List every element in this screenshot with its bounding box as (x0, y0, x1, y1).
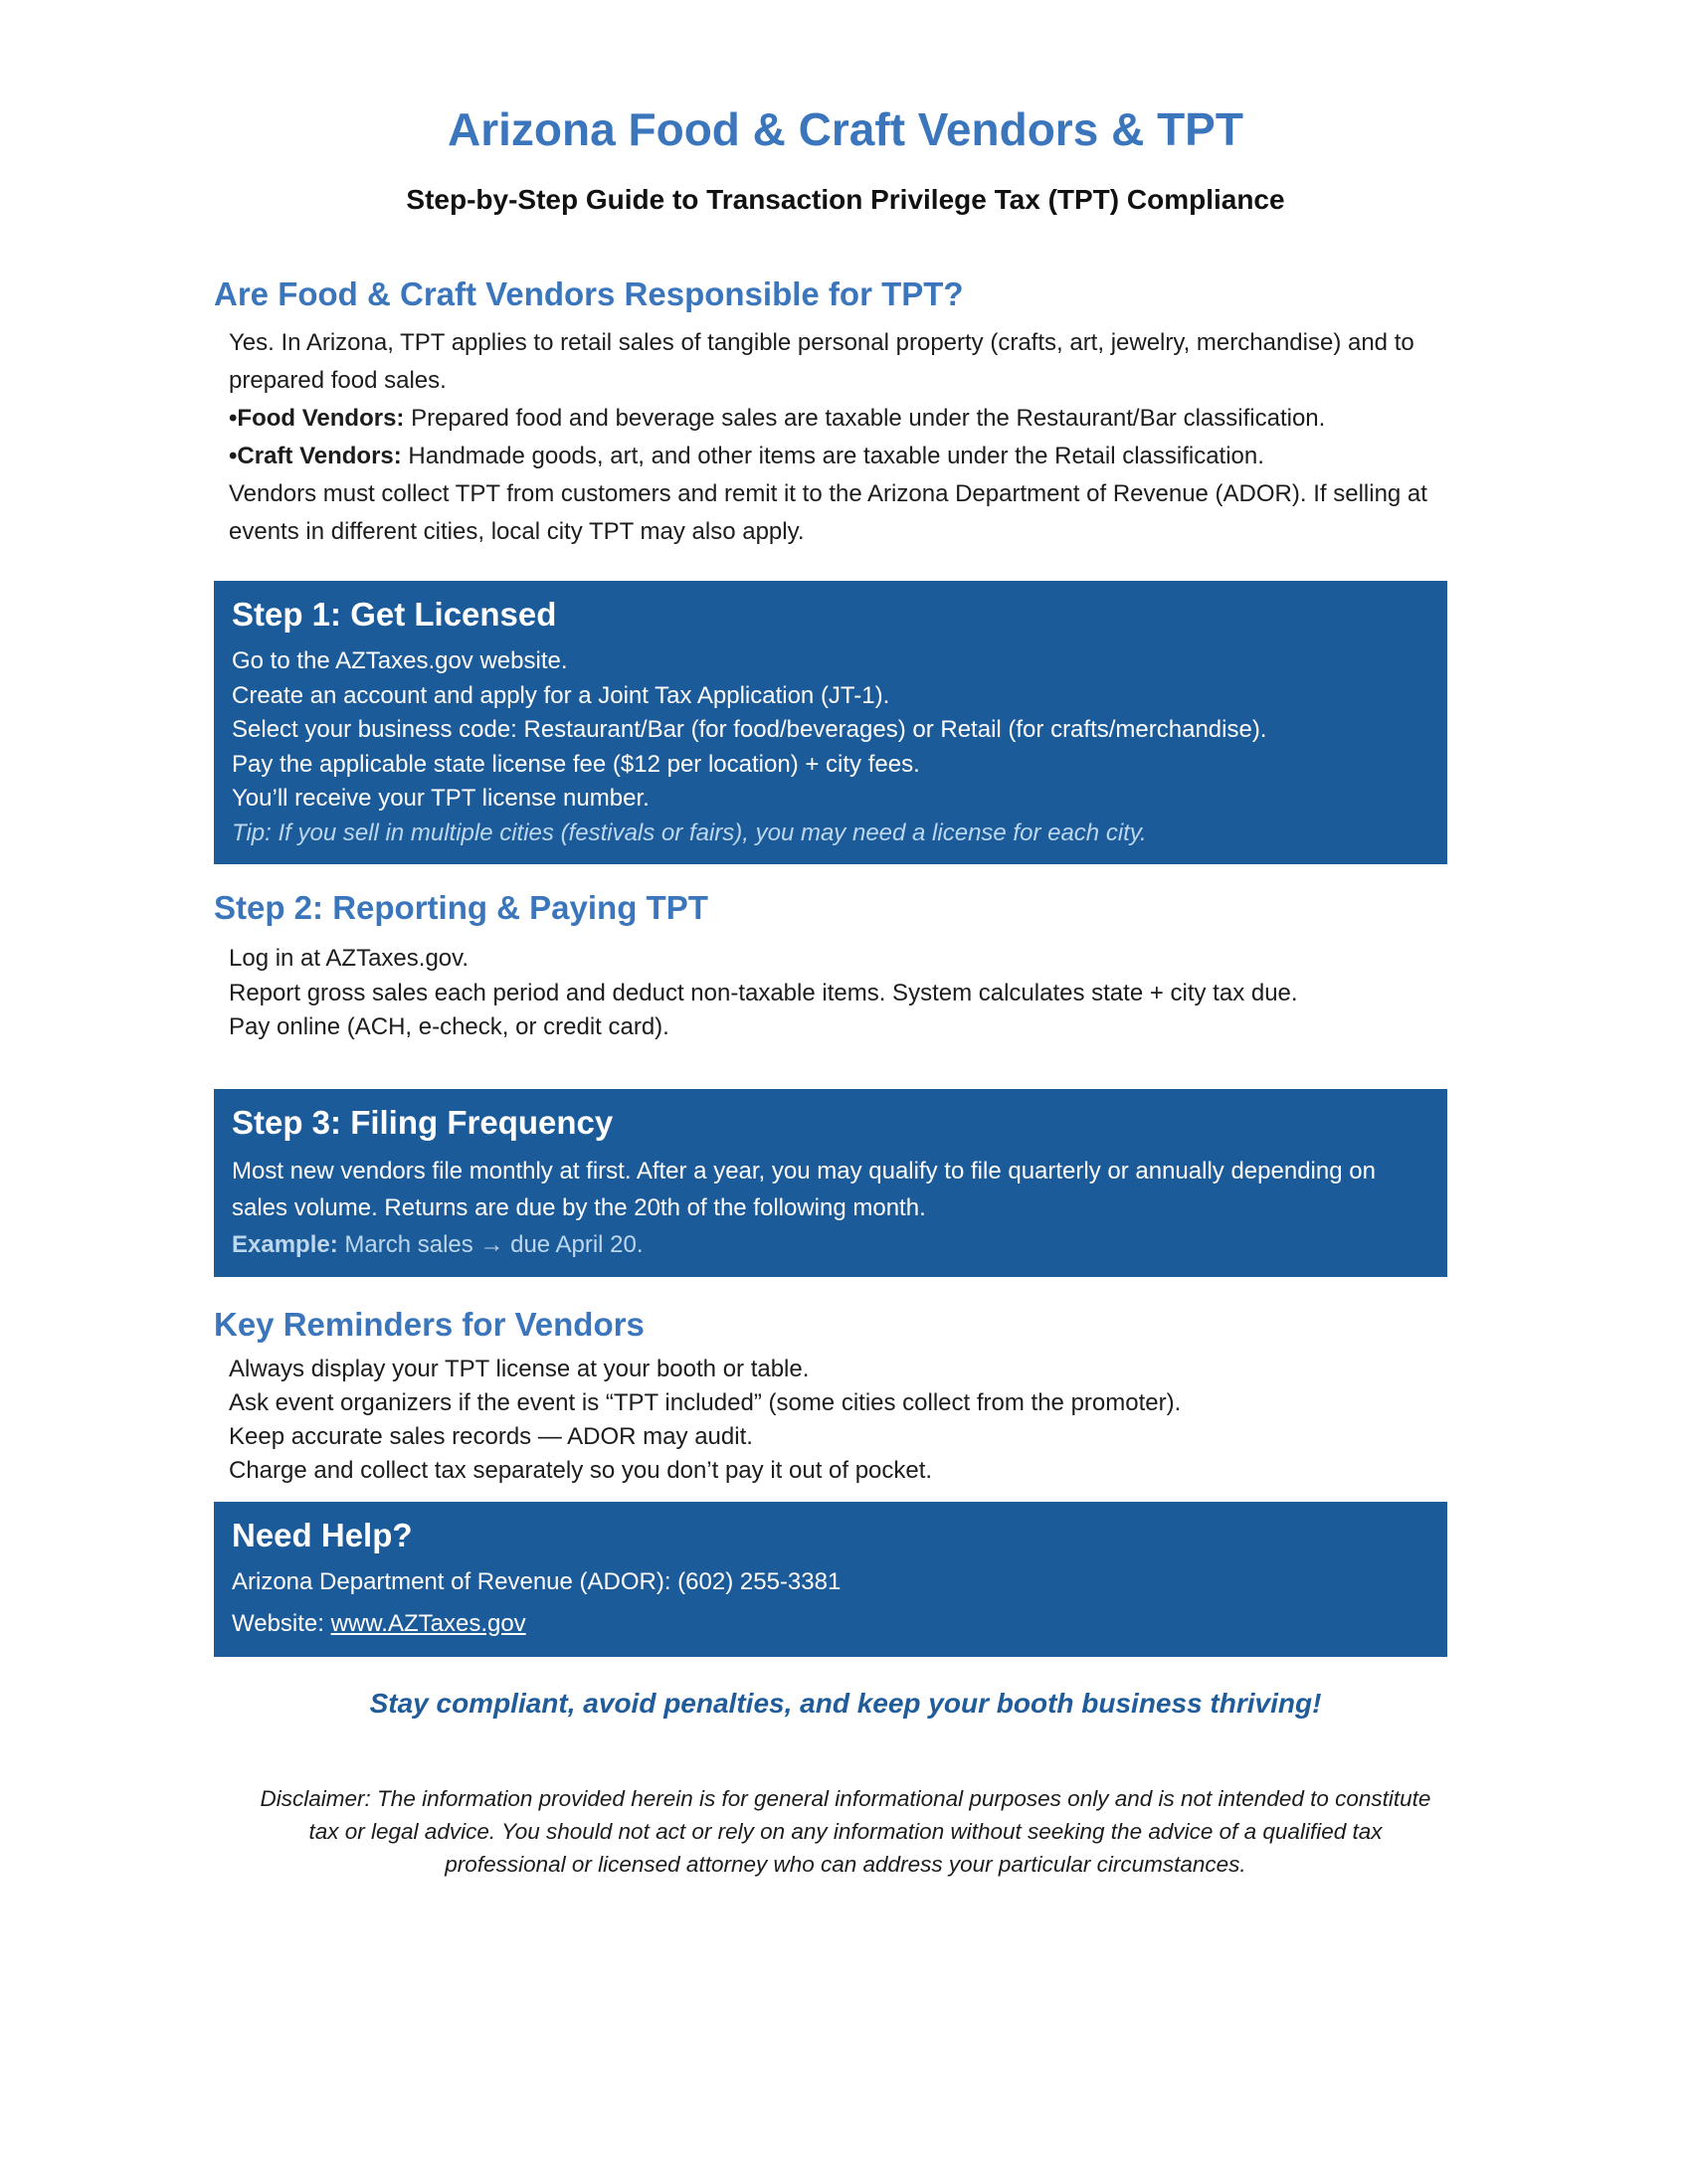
disclaimer: Disclaimer: The information provided herein is for general informational purposes only and is not intended to constitute tax or legal advice. You should not act or rely on any information without seeking the advice of a qualified tax professional or licensed attorney who can address your particular circumstances. (260, 1785, 1431, 1877)
reminder-line: Charge and collect tax separately so you don’t pay it out of pocket. (229, 1456, 933, 1484)
example-text: March sales → due April 20. (337, 1230, 644, 1258)
intro-paragraph-1: Yes. In Arizona, TPT applies to retail sales of tangible personal property (crafts, art, jewelry, merchandise) and to prepared food sales. (229, 329, 1414, 394)
aztaxes-link[interactable]: www.AZTaxes.gov (330, 1609, 526, 1637)
website-label: Website: (232, 1609, 331, 1637)
step1-line: Go to the AZTaxes.gov website. (232, 647, 568, 674)
step3-box (214, 1089, 1447, 1277)
reminder-line: Ask event organizers if the event is “TPT included” (some cities collect from the promoter). (229, 1388, 1182, 1416)
page-title: Arizona Food & Craft Vendors & TPT (448, 103, 1243, 155)
step3-example (232, 1226, 1427, 1263)
ador-phone-line: Arizona Department of Revenue (ADOR): (602) 255-3381 (232, 1567, 842, 1595)
intro-bullet-food (229, 400, 1447, 438)
food-vendors-text: Prepared food and beverage sales are taxable under the Restaurant/Bar classification. (404, 405, 1326, 432)
step3-body: Most new vendors file monthly at first. After a year, you may qualify to file quarterly or annually depending on sales volume. Returns are due by the 20th of the following month. (232, 1157, 1376, 1221)
food-vendors-label: •Food Vendors: (229, 405, 405, 432)
craft-vendors-text: Handmade goods, art, and other items are taxable under the Retail classification. (401, 443, 1264, 469)
step1-line: Create an account and apply for a Joint Tax Application (JT-1). (232, 681, 890, 709)
step1-line: Select your business code: Restaurant/Bar (for food/beverages) or Retail (for crafts/merchandise). (232, 716, 1267, 743)
reminder-line: Keep accurate sales records — ADOR may audit. (229, 1422, 753, 1450)
reminders-text-block (229, 1353, 1477, 1488)
step1-line: You’ll receive your TPT license number. (232, 785, 650, 812)
step2-line: Log in at AZTaxes.gov. (229, 945, 470, 972)
step1-line: Pay the applicable state license fee ($12 per location) + city fees. (232, 750, 920, 778)
reminder-line: Always display your TPT license at your booth or table. (229, 1355, 810, 1382)
intro-paragraph-2: Vendors must collect TPT from customers and remit it to the Arizona Department of Revenue (ADOR). If selling at events in different cities, local city TPT may also apply. (229, 480, 1427, 545)
craft-vendors-label: •Craft Vendors: (229, 443, 402, 469)
need-help-heading: Need Help? (232, 1516, 413, 1553)
website-line (232, 1607, 1427, 1641)
section-heading-reminders: Key Reminders for Vendors (214, 1305, 645, 1343)
need-help-box (214, 1502, 1447, 1657)
example-label: Example: (232, 1230, 338, 1258)
step2-text-block (229, 942, 1477, 1045)
section-heading-intro: Are Food & Craft Vendors Responsible for TPT? (214, 275, 964, 312)
section-heading-step2: Step 2: Reporting & Paying TPT (214, 889, 708, 926)
step3-heading: Step 3: Filing Frequency (232, 1103, 614, 1141)
page-subtitle: Step-by-Step Guide to Transaction Privilege Tax (TPT) Compliance (406, 184, 1285, 215)
intro-text-block (229, 324, 1447, 551)
intro-bullet-craft (229, 438, 1447, 475)
tagline: Stay compliant, avoid penalties, and keep your booth business thriving! (369, 1687, 1322, 1719)
step2-line: Pay online (ACH, e-check, or credit card). (229, 1013, 669, 1040)
step1-heading: Step 1: Get Licensed (232, 596, 557, 633)
step1-box (214, 581, 1447, 864)
step2-line: Report gross sales each period and deduct non-taxable items. System calculates state + city tax due. (229, 979, 1298, 1006)
step1-tip: Tip: If you sell in multiple cities (festivals or fairs), you may need a license for each city. (232, 819, 1147, 846)
